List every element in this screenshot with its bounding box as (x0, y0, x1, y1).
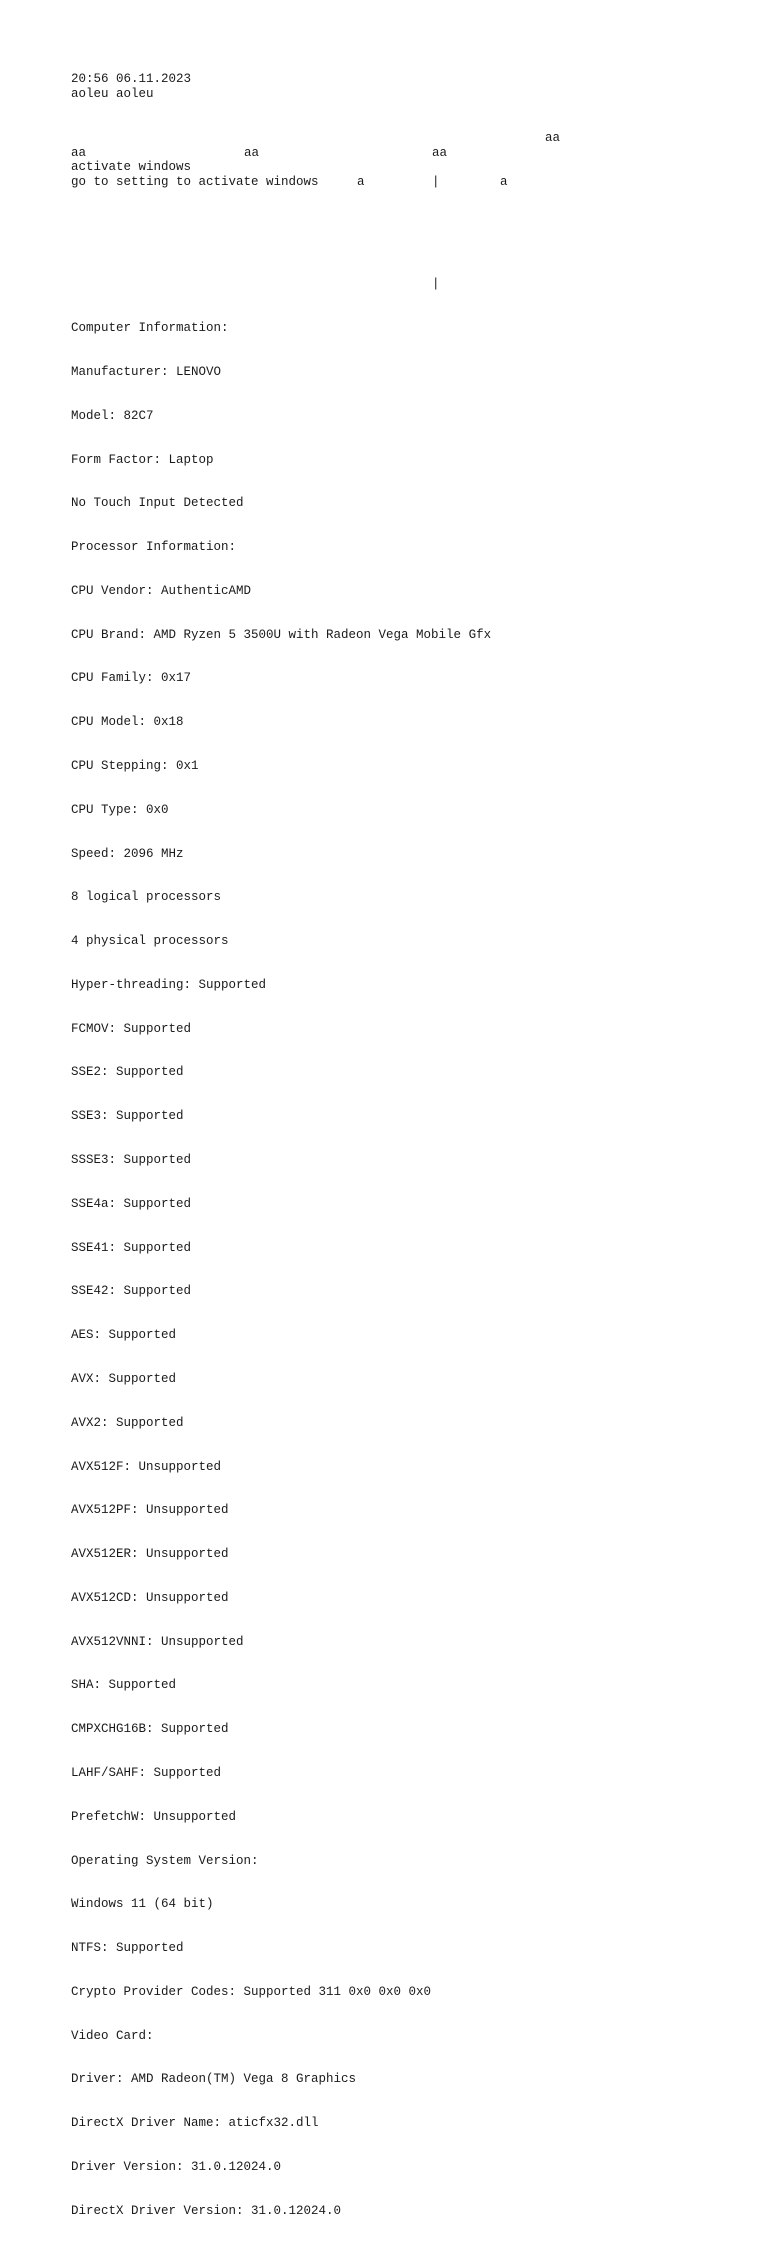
system-info-line: SSE4a: Supported (71, 1196, 192, 1211)
system-info-line: SSSE3: Supported (71, 1153, 192, 1168)
user-line: aoleu aoleu (71, 87, 154, 101)
system-info-line: AVX512ER: Unsupported (71, 1547, 229, 1562)
scratch-a-left: a (357, 175, 365, 189)
system-info-line: FCMOV: Supported (71, 1021, 192, 1036)
system-info-line: Driver Version: 31.0.12024.0 (71, 2160, 282, 2174)
system-info-line: Operating System Version: (71, 1853, 259, 1868)
system-info-line: Driver: AMD Radeon(TM) Vega 8 Graphics (71, 2072, 357, 2087)
system-info-line: NTFS: Supported (71, 1941, 184, 1956)
system-info-line: CPU Brand: AMD Ryzen 5 3500U with Radeon Vega Mobile Gfx (71, 627, 492, 642)
scratch-aa-top: aa (545, 131, 561, 145)
system-info-line: SSE3: Supported (71, 1109, 184, 1124)
system-info-line: Manufacturer: LENOVO (71, 364, 222, 379)
system-info-line: Speed: 2096 MHz (71, 846, 184, 861)
system-info-line: Form Factor: Laptop (71, 452, 214, 467)
system-info-line: CPU Stepping: 0x1 (71, 759, 199, 773)
system-info-line: AVX512CD: Unsupported (71, 1590, 229, 1605)
scratch-aa-left: aa (71, 146, 87, 160)
system-info-line: AES: Supported (71, 1328, 177, 1343)
system-info-line: SSE41: Supported (71, 1240, 192, 1255)
system-info-line: SHA: Supported (71, 1678, 177, 1693)
system-info-block (71, 292, 491, 2248)
system-info-line: CPU Type: 0x0 (71, 802, 169, 817)
system-info-line: CPU Model: 0x18 (71, 715, 184, 730)
scratch-a-right: a (500, 175, 508, 189)
system-info-line: No Touch Input Detected (71, 496, 244, 511)
system-info-line: Crypto Provider Codes: Supported 311 0x0 0x0 0x0 (71, 1984, 432, 1999)
text-cursor-mark: | (432, 277, 440, 291)
scratch-aa-middle: aa (244, 146, 260, 160)
activate-windows-title: activate windows (71, 160, 192, 174)
system-info-line: SSE42: Supported (71, 1284, 192, 1299)
system-info-line: AVX2: Supported (71, 1415, 184, 1430)
scratch-aa-right: aa (432, 146, 448, 160)
timestamp: 20:56 06.11.2023 (71, 72, 192, 86)
system-info-line: Computer Information: (71, 321, 229, 336)
activate-windows-subtitle: go to setting to activate windows (71, 175, 319, 189)
system-info-line: DirectX Driver Version: 31.0.12024.0 (71, 2203, 342, 2218)
system-info-line: 4 physical processors (71, 934, 229, 949)
system-info-line: LAHF/SAHF: Supported (71, 1765, 222, 1780)
system-info-line: CMPXCHG16B: Supported (71, 1722, 229, 1737)
system-info-line: SSE2: Supported (71, 1065, 184, 1080)
system-info-line: Hyper-threading: Supported (71, 977, 267, 992)
system-info-line: Processor Information: (71, 540, 237, 555)
system-info-line: AVX512PF: Unsupported (71, 1503, 229, 1518)
system-info-line: AVX512VNNI: Unsupported (71, 1634, 244, 1649)
system-info-line: DirectX Driver Name: aticfx32.dll (71, 2116, 319, 2131)
system-info-line: CPU Family: 0x17 (71, 671, 192, 686)
system-info-line: CPU Vendor: AuthenticAMD (71, 583, 252, 598)
system-info-line: 8 logical processors (71, 890, 222, 905)
system-info-line: Video Card: (71, 2028, 154, 2043)
system-info-line: Model: 82C7 (71, 408, 154, 423)
system-info-line: PrefetchW: Unsupported (71, 1809, 237, 1824)
system-info-line: Windows 11 (64 bit) (71, 1897, 214, 1912)
text-cursor-mark: | (432, 175, 440, 189)
system-info-line: AVX: Supported (71, 1371, 177, 1386)
system-info-line: AVX512F: Unsupported (71, 1459, 222, 1474)
